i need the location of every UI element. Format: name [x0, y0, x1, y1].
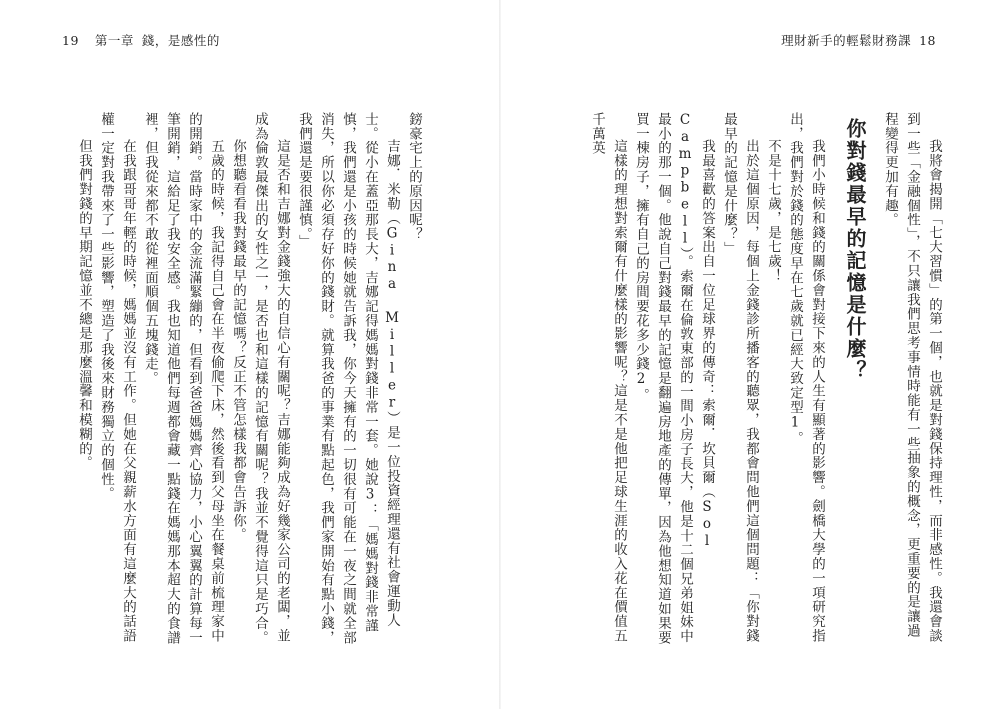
paragraph: 我們小時候和錢的關係會對接下來的人生有顯著的影響。劍橋大學的一項研究指出，我們對於錢的態度早在七歲就已經大致定型1。 — [787, 112, 825, 643]
page-number-right: 18 — [919, 33, 936, 48]
book-title: 理財新手的輕鬆財務課 — [781, 33, 912, 48]
paragraph: 吉娜．米勒（Gina Miller）是一位投資經理還有社會運動人士。從小在蓋亞那長大，吉娜記得媽媽對錢非常一套。她說3：「媽媽對錢非常謹慎，我們還是小孩的時候她就告訴我，你今天擁有的一切很有可能在一夜之間就全部消失，所以你必須存好你的錢財。就算我爸的事業有點起色，我們家開始有點小錢，我們還是要很謹慎。」 — [296, 112, 400, 645]
chapter-title: 錢，是感性的 — [141, 33, 220, 48]
paragraph: 這樣的理想對索爾有什麼樣的影響呢？這是不是他把足球生涯的收入花在價值五千萬英 — [589, 112, 627, 643]
paragraph: 你想聽看看我對錢最早的記憶嗎？反正不管怎樣我都會告訴你。 — [230, 139, 246, 543]
left-body-text — [70, 112, 425, 647]
page-number-left: 19 — [62, 33, 79, 48]
paragraph: 在我跟哥哥年輕的時候，媽媽並沒有工作。但她在父親薪水方面有這麼大的話語權一定對我帶來了一些影響，塑造了我後來財務獨立的個性。 — [98, 112, 136, 643]
section-heading: 你對錢最早的記憶是什麼？ — [843, 118, 867, 382]
paragraph: 這是否和吉娜對金錢強大的自信心有關呢？吉娜能夠成為好幾家公司的老闆，並成為倫敦最傑出的女性之一，是否也和這樣的記憶有關呢？我並不覺得這只是巧合。 — [252, 112, 290, 645]
paragraph: 五歲的時候，我記得自己會在半夜偷爬下床，然後看到父母坐在餐桌前梳理家中的開銷。當時家中的金流滿緊繃的，但看到爸爸媽媽齊心協力，小心翼翼的計算每一筆開銷，這給足了我安全感。我也知道他們每週都會藏一點錢在媽媽那本超大的食譜裡，但我從來都不敢從裡面順個五塊錢走。 — [142, 112, 224, 645]
chapter-label: 第一章 — [94, 33, 134, 48]
running-header-right — [781, 33, 944, 49]
paragraph: 出於這個原因，每個上金錢診所播客的聽眾，我都會問他們這個問題：「你對錢最早的記憶是什麼？」 — [721, 112, 759, 643]
paragraph: 我最喜歡的答案出自一位足球界的傳奇：索爾．坎貝爾（Sol Campbell）。索爾在倫敦東部的一間小房子長大，他是十二個兄弟姐妹中最小的那一個。他說自己對錢最早的記憶是翻遍房地產的傳單，因為他想知道如果要買一棟房子，擁有自己的房間要花多少錢2。 — [633, 112, 715, 645]
running-header-left — [54, 33, 220, 49]
paragraph: 不是十七歲，是七歲！ — [765, 139, 781, 283]
paragraph: 但我們對錢的早期記憶並不總是那麼溫馨和模糊的。 — [76, 139, 92, 471]
paragraph: 鎊豪宅上的原因呢？ — [406, 112, 422, 242]
paragraph: 我將會揭開「七大習慣」的第一個，也就是對錢保持理性，而非感性。我還會談到一些「金融個性」，不只讓我們思考事情時能有一些抽象的概念，更重要的是讓過程變得更加有趣。 — [882, 112, 942, 643]
right-page — [500, 0, 1000, 709]
right-body-text — [560, 112, 945, 647]
